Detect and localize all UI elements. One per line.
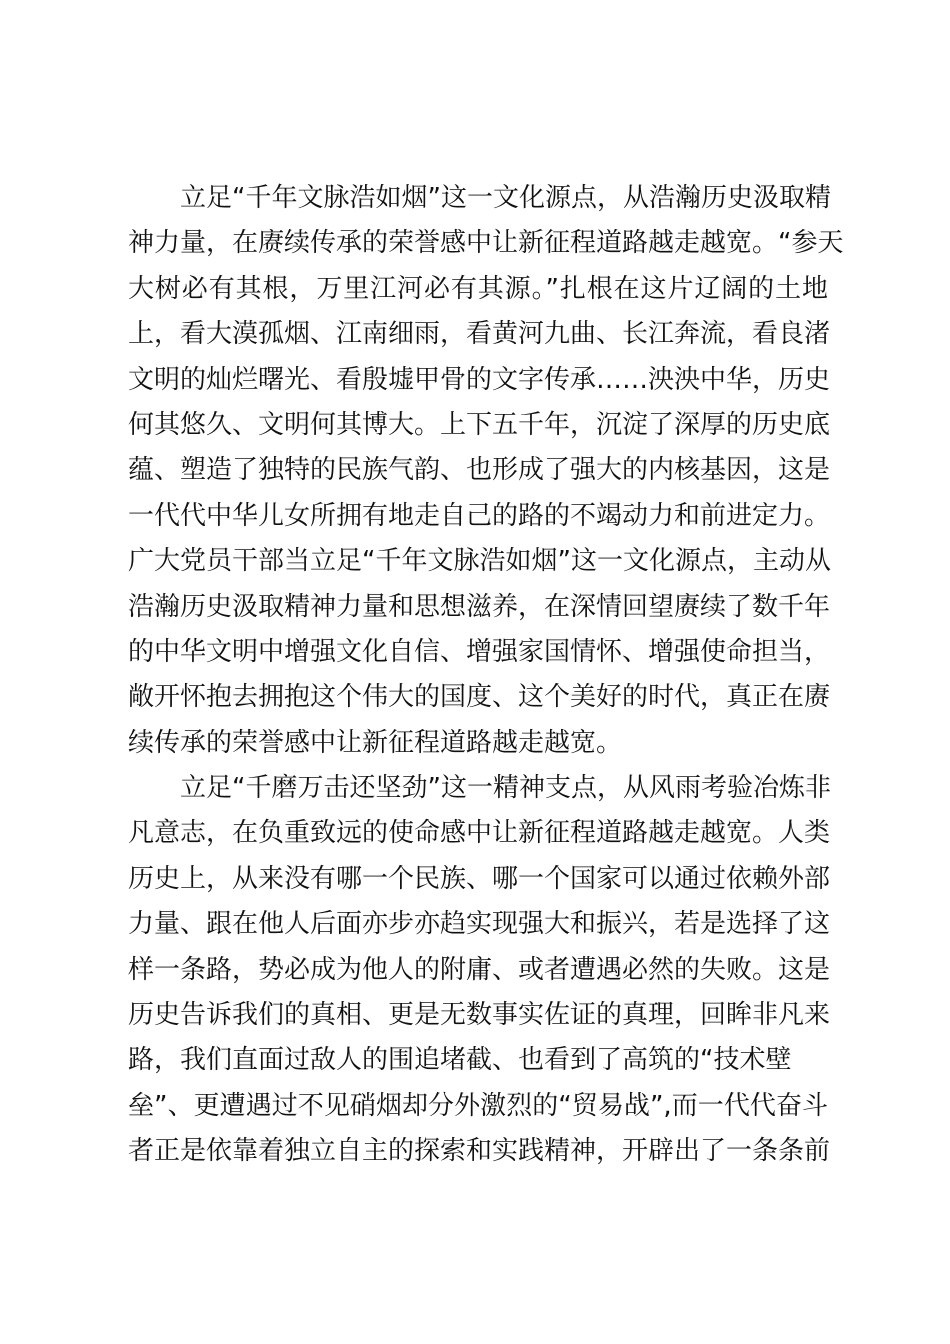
paragraph-2-line: 力量、跟在他人后面亦步亦趋实现强大和振兴，若是选择了这: [128, 909, 831, 940]
paragraph-1-line: 立足“千年文脉浩如烟”这一文化源点，从浩瀚历史汲取精: [180, 183, 831, 213]
paragraph-1-line: 何其悠久、文明何其博大。上下五千年，沉淀了深厚的历史底: [128, 409, 831, 440]
paragraph-1-line: 神力量，在赓续传承的荣誉感中让新征程道路越走越宽。“参天: [128, 228, 844, 259]
paragraph-1-line: 文明的灿烂曙光、看殷墟甲骨的文字传承……泱泱中华，历史: [128, 364, 831, 395]
paragraph-2-line: 立足“千磨万击还坚劲”这一精神支点，从风雨考验冶炼非: [180, 773, 831, 804]
paragraph-1-line: 上，看大漠孤烟、江南细雨，看黄河九曲、长江奔流，看良渚: [128, 319, 831, 350]
paragraph-2-line: 路，我们直面过敌人的围追堵截、也看到了高筑的“技术壁: [128, 1045, 792, 1076]
paragraph-2-line: 者正是依靠着独立自主的探索和实践精神，开辟出了一条条前: [128, 1136, 831, 1167]
paragraph-1-line: 的中华文明中增强文化自信、增强家国情怀、增强使命担当，: [128, 636, 831, 667]
paragraph-1-line: 敞开怀抱去拥抱这个伟大的国度、这个美好的时代，真正在赓: [128, 682, 831, 713]
paragraph-1-line: 蕴、塑造了独特的民族气韵、也形成了强大的内核基因，这是: [128, 455, 831, 486]
paragraph-1-line: 广大党员干部当立足“千年文脉浩如烟”这一文化源点，主动从: [128, 546, 831, 577]
paragraph-1-last-line: 续传承的荣誉感中让新征程道路越走越宽。: [128, 727, 623, 758]
paragraph-2-line: 历史告诉我们的真相、更是无数事实佐证的真理，回眸非凡来: [128, 1000, 831, 1031]
paragraph-2-line: 垒”、更遭遇过不见硝烟却分外激烈的“贸易战”,而一代代奋斗: [128, 1090, 828, 1121]
paragraph-1-line: 浩瀚历史汲取精神力量和思想滋养，在深情回望赓续了数千年: [128, 591, 831, 622]
paragraph-2-line: 历史上，从来没有哪一个民族、哪一个国家可以通过依赖外部: [128, 863, 831, 894]
paragraph-2-line: 凡意志，在负重致远的使命感中让新征程道路越走越宽。人类: [128, 818, 831, 849]
paragraph-1-line: 大树必有其根，万里江河必有其源。”扎根在这片辽阔的土地: [128, 273, 828, 304]
paragraph-2-line: 样一条路，势必成为他人的附庸、或者遭遇必然的失败。这是: [128, 954, 831, 985]
body-text: [128, 176, 844, 1175]
paragraph-1-line: 一代代中华儿女所拥有地走自己的路的不竭动力和前进定力。: [128, 500, 831, 531]
